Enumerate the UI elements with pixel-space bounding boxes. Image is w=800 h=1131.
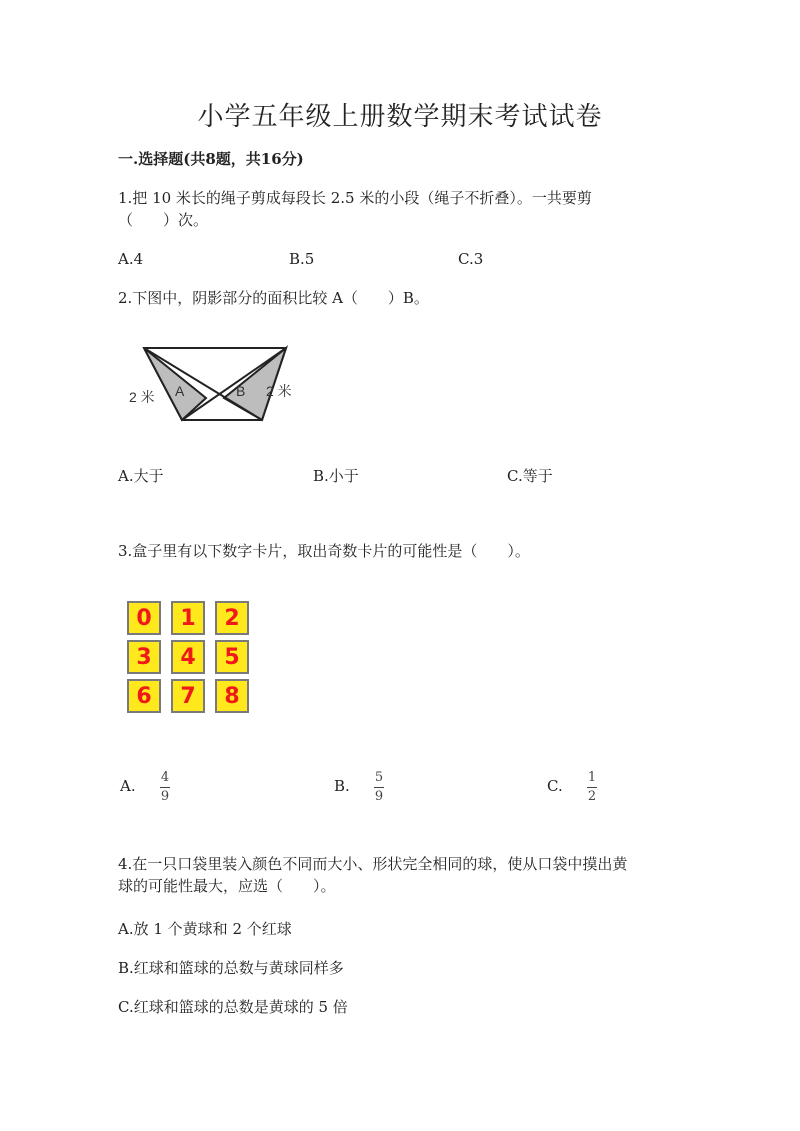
number-card: 3 xyxy=(127,640,161,674)
number-card: 6 xyxy=(127,679,161,713)
question-1-option-b: B.5 xyxy=(289,250,315,268)
question-4-line-2: 球的可能性最大，应选（ ）。 xyxy=(118,877,336,895)
number-card-grid xyxy=(127,601,251,715)
question-4-option-a: A.放 1 个黄球和 2 个红球 xyxy=(118,920,292,938)
question-3-option-a-label: A. xyxy=(120,777,136,795)
question-2-option-b: B.小于 xyxy=(313,467,359,485)
number-card: 1 xyxy=(171,601,205,635)
question-3-option-c-label: C. xyxy=(547,777,563,795)
question-3-option-b-label: B. xyxy=(334,777,350,795)
question-1-option-c: C.3 xyxy=(458,250,484,268)
fraction-denominator: 9 xyxy=(374,789,384,804)
question-3-option-b-fraction xyxy=(374,771,384,804)
number-card: 2 xyxy=(215,601,249,635)
figure-label-b: B xyxy=(236,383,246,399)
number-card: 5 xyxy=(215,640,249,674)
number-card: 8 xyxy=(215,679,249,713)
question-2-option-a: A.大于 xyxy=(118,467,164,485)
right-dimension-label: 2 米 xyxy=(266,383,292,399)
question-2-option-c: C.等于 xyxy=(507,467,553,485)
question-1-line-2: （ ）次。 xyxy=(118,211,209,229)
fraction-bar xyxy=(587,787,597,788)
page-title: 小学五年级上册数学期末考试试卷 xyxy=(197,102,603,132)
question-4-text xyxy=(118,853,627,897)
fraction-bar xyxy=(374,787,384,788)
fraction-numerator: 1 xyxy=(587,770,597,785)
fraction-numerator: 4 xyxy=(160,770,170,785)
fraction-numerator: 5 xyxy=(374,770,384,785)
question-4-option-b: B.红球和篮球的总数与黄球同样多 xyxy=(118,959,344,977)
number-card: 0 xyxy=(127,601,161,635)
fraction-denominator: 9 xyxy=(160,789,170,804)
question-1-option-a: A.4 xyxy=(118,250,144,268)
question-1-line-1: 1.把 10 米长的绳子剪成每段长 2.5 米的小段（绳子不折叠）。一共要剪 xyxy=(118,189,592,207)
fraction-bar xyxy=(160,787,170,788)
left-dimension-label: 2 米 xyxy=(129,389,155,405)
question-3-option-a-fraction xyxy=(160,771,170,804)
section-heading: 一.选择题(共8题，共16分) xyxy=(118,150,304,168)
question-4-line-1: 4.在一只口袋里装入颜色不同而大小、形状完全相同的球，使从口袋中摸出黄 xyxy=(118,855,628,873)
question-3-text: 3.盒子里有以下数字卡片，取出奇数卡片的可能性是（ ）。 xyxy=(118,542,530,560)
fraction-denominator: 2 xyxy=(587,789,597,804)
trapezoid-figure xyxy=(120,340,310,426)
question-2-text: 2.下图中，阴影部分的面积比较 A（ ）B。 xyxy=(118,289,429,307)
number-card: 4 xyxy=(171,640,205,674)
question-4-option-c: C.红球和篮球的总数是黄球的 5 倍 xyxy=(118,998,348,1016)
figure-label-a: A xyxy=(175,383,185,399)
number-card: 7 xyxy=(171,679,205,713)
question-1-text xyxy=(118,187,592,231)
question-3-option-c-fraction xyxy=(587,771,597,804)
